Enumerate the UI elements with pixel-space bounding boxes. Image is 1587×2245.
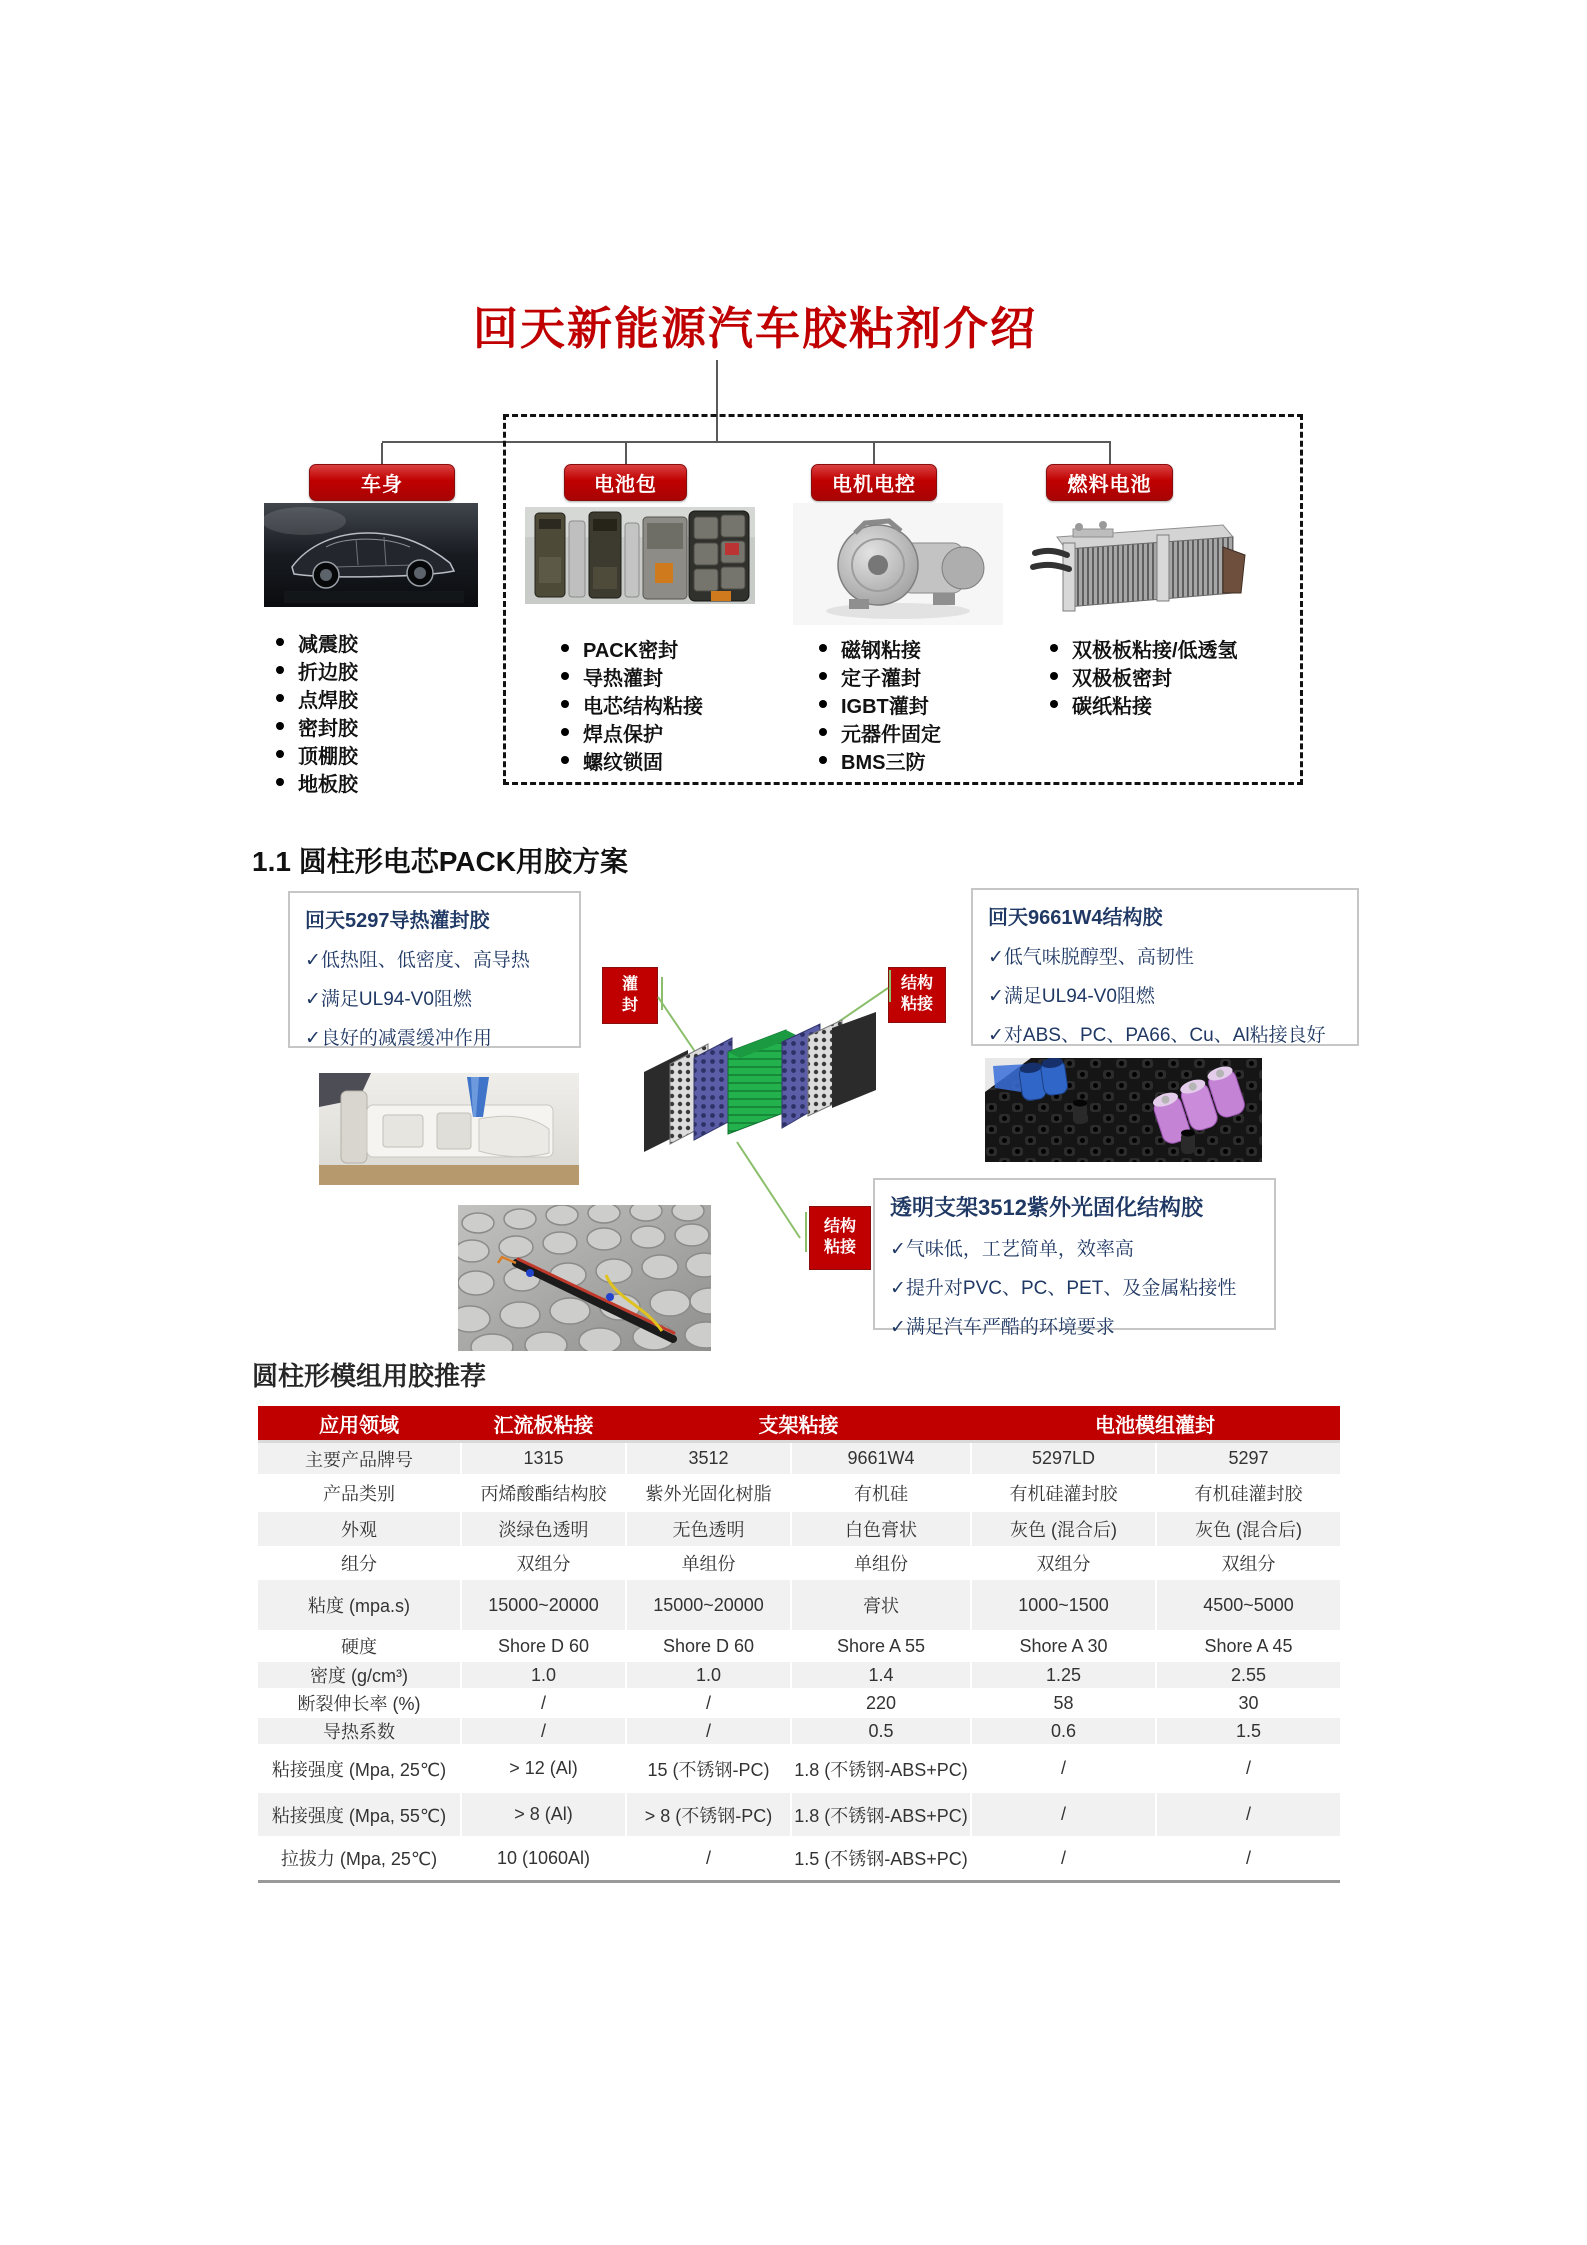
list-item-label: 定子灌封 (841, 667, 921, 690)
table-cell: 30 (1157, 1690, 1340, 1718)
table-cell: 5297LD (972, 1443, 1157, 1476)
bullet-icon (819, 700, 827, 708)
table-cell: / (627, 1718, 792, 1746)
exploded-module-diagram (636, 1012, 884, 1172)
row-label-cell: 粘度 (mpa.s) (258, 1580, 462, 1632)
row-label-cell: 拉拔力 (Mpa, 25℃) (258, 1838, 462, 1880)
list-item-label: 点焊胶 (298, 689, 358, 712)
bullet-icon (819, 672, 827, 680)
list-item-label: 密封胶 (298, 717, 358, 740)
table-cell: 膏状 (792, 1580, 972, 1632)
row-label-cell: 外观 (258, 1512, 462, 1548)
list-item-label: 折边胶 (298, 661, 358, 684)
list-item-label: 地板胶 (298, 773, 358, 796)
category-box-motor-control: 电机电控 (811, 464, 937, 501)
header-cell: 电池模组灌封 (972, 1406, 1340, 1440)
table-cell: / (1157, 1793, 1340, 1838)
callout-5297 (288, 891, 581, 1048)
tag-label: 结构粘接 (823, 1218, 856, 1256)
table-body (258, 1443, 1340, 1880)
list-item (819, 634, 941, 662)
bullet-icon (276, 666, 284, 674)
table-cell: / (1157, 1838, 1340, 1880)
table-cell: / (972, 1746, 1157, 1793)
callout-9661w4 (971, 888, 1359, 1046)
table-cell: 单组份 (627, 1548, 792, 1580)
list-item (276, 712, 358, 740)
table-cell: / (972, 1793, 1157, 1838)
list-item-label: BMS三防 (841, 751, 926, 774)
table-cell: / (462, 1690, 627, 1718)
potting-process-photo (319, 1073, 579, 1185)
body-glue-list (276, 628, 358, 796)
list-item-label: 顶棚胶 (298, 745, 358, 768)
bullet-icon (561, 672, 569, 680)
section-heading: 1.1 圆柱形电芯PACK用胶方案 (252, 846, 628, 877)
list-item (561, 690, 703, 718)
bullet-icon (1050, 700, 1058, 708)
list-item-label: 碳纸粘接 (1072, 695, 1152, 718)
bullet-icon (561, 728, 569, 736)
category-box-body: 车身 (309, 464, 455, 501)
bullet-icon (561, 756, 569, 764)
row-label-cell: 粘接强度 (Mpa, 55℃) (258, 1793, 462, 1838)
list-item (561, 718, 703, 746)
table-cell: 灰色 (混合后) (1157, 1512, 1340, 1548)
row-label-cell: 组分 (258, 1548, 462, 1580)
callout-title: 回天5297导热灌封胶 (305, 910, 490, 932)
table-cell: 3512 (627, 1443, 792, 1476)
table-row (258, 1443, 1340, 1476)
row-label-cell: 导热系数 (258, 1718, 462, 1746)
list-item (819, 662, 941, 690)
cell-holder-wiring-photo (458, 1205, 711, 1351)
table-title: 圆柱形模组用胶推荐 (252, 1361, 487, 1391)
callout-item: ✓良好的减震缓冲作用 (305, 1028, 492, 1049)
page-title: 回天新能源汽车胶粘剂介绍 (472, 303, 1037, 354)
tree-branch-line (381, 443, 383, 465)
list-item (276, 768, 358, 796)
table-cell: / (1157, 1746, 1340, 1793)
table-cell: 0.6 (972, 1718, 1157, 1746)
list-item-label: 电芯结构粘接 (583, 695, 703, 718)
list-item-label: 导热灌封 (583, 667, 663, 690)
list-item-label: 螺纹锁固 (583, 751, 663, 774)
table-header-row (258, 1406, 1340, 1443)
table-row (258, 1632, 1340, 1662)
list-item-label: 双极板密封 (1072, 667, 1172, 690)
table-row (258, 1580, 1340, 1632)
callout-item: ✓满足UL94-V0阻燃 (305, 989, 472, 1010)
list-item (561, 662, 703, 690)
table-cell: 1.25 (972, 1662, 1157, 1690)
table-cell: 灰色 (混合后) (972, 1512, 1157, 1548)
table-row (258, 1512, 1340, 1548)
table-cell: 1.5 (1157, 1718, 1340, 1746)
motor-glue-list (819, 634, 941, 774)
battery-pack-image (525, 507, 755, 604)
table-cell: 双组分 (1157, 1548, 1340, 1580)
category-box-fuel-cell: 燃料电池 (1046, 464, 1173, 501)
row-label-cell: 主要产品牌号 (258, 1443, 462, 1476)
list-item-label: 双极板粘接/低透氢 (1072, 639, 1238, 662)
tag-structural-bonding-bottom (809, 1206, 871, 1270)
table-cell: 4500~5000 (1157, 1580, 1340, 1632)
table-cell: 丙烯酸酯结构胶 (462, 1476, 627, 1512)
table-cell: Shore A 30 (972, 1632, 1157, 1662)
callout-item: ✓满足UL94-V0阻燃 (988, 986, 1155, 1007)
row-label-cell: 粘接强度 (Mpa, 25℃) (258, 1746, 462, 1793)
battery-pack-glue-list (561, 634, 703, 774)
list-item (1050, 690, 1238, 718)
callout-item: ✓满足汽车严酷的环境要求 (890, 1317, 1115, 1338)
callout-item: ✓提升对PVC、PC、PET、及金属粘接性 (890, 1278, 1237, 1299)
callout-item: ✓气味低，工艺简单，效率高 (890, 1239, 1134, 1260)
callout-title: 透明支架3512紫外光固化结构胶 (890, 1195, 1203, 1220)
table-row (258, 1793, 1340, 1838)
list-item (561, 634, 703, 662)
table-cell: Shore A 45 (1157, 1632, 1340, 1662)
row-label-cell: 产品类别 (258, 1476, 462, 1512)
bullet-icon (276, 778, 284, 786)
table-cell: 15000~20000 (462, 1580, 627, 1632)
table-cell: > 8 (不锈钢-PC) (627, 1793, 792, 1838)
bullet-icon (1050, 672, 1058, 680)
header-cell: 支架粘接 (627, 1406, 972, 1440)
table-cell: Shore D 60 (462, 1632, 627, 1662)
table-cell: 1.8 (不锈钢-ABS+PC) (792, 1793, 972, 1838)
list-item (819, 718, 941, 746)
list-item (561, 746, 703, 774)
table-row (258, 1476, 1340, 1512)
holder-with-cells-photo (985, 1058, 1262, 1162)
table-cell: / (462, 1718, 627, 1746)
list-item-label: PACK密封 (583, 639, 679, 662)
tag-label: 结构粘接 (900, 975, 933, 1013)
table-row (258, 1548, 1340, 1580)
callout-title: 回天9661W4结构胶 (988, 907, 1163, 929)
table-row (258, 1838, 1340, 1880)
bullet-icon (819, 756, 827, 764)
table-cell: 1000~1500 (972, 1580, 1157, 1632)
row-label-cell: 硬度 (258, 1632, 462, 1662)
callout-item: ✓对ABS、PC、PA66、Cu、Al粘接良好 (988, 1025, 1326, 1046)
motor-image (793, 503, 1003, 625)
table-row (258, 1718, 1340, 1746)
table-cell: 58 (972, 1690, 1157, 1718)
table-cell: 双组分 (972, 1548, 1157, 1580)
table-cell: 无色透明 (627, 1512, 792, 1548)
list-item-label: IGBT灌封 (841, 695, 929, 718)
list-item (276, 656, 358, 684)
table-cell: 单组份 (792, 1548, 972, 1580)
bullet-icon (819, 644, 827, 652)
table-cell: 淡绿色透明 (462, 1512, 627, 1548)
table-cell: 紫外光固化树脂 (627, 1476, 792, 1512)
callout-3512 (873, 1178, 1276, 1338)
bullet-icon (276, 638, 284, 646)
tag-potting (602, 967, 658, 1024)
table-cell: 有机硅灌封胶 (972, 1476, 1157, 1512)
car-xray-image (264, 503, 478, 607)
table-cell: 9661W4 (792, 1443, 972, 1476)
table-cell: 2.55 (1157, 1662, 1340, 1690)
table-row (258, 1690, 1340, 1718)
table-cell: / (972, 1838, 1157, 1880)
table-cell: 1.4 (792, 1662, 972, 1690)
list-item (1050, 662, 1238, 690)
header-cell: 汇流板粘接 (462, 1406, 627, 1440)
table-cell: 15 (不锈钢-PC) (627, 1746, 792, 1793)
list-item (276, 684, 358, 712)
list-item-label: 焊点保护 (583, 723, 663, 746)
fuel-cell-stack-image (1027, 507, 1250, 623)
fuel-cell-glue-list (1050, 634, 1238, 718)
bullet-icon (276, 750, 284, 758)
bullet-icon (276, 722, 284, 730)
table-cell: / (627, 1838, 792, 1880)
category-box-battery-pack: 电池包 (564, 464, 687, 501)
table-row (258, 1746, 1340, 1793)
list-item (276, 628, 358, 656)
tag-label: 灌封 (621, 975, 638, 1014)
table-cell: > 8 (Al) (462, 1793, 627, 1838)
bullet-icon (561, 644, 569, 652)
bullet-icon (561, 700, 569, 708)
list-item-label: 元器件固定 (841, 723, 941, 746)
table-cell: 白色膏状 (792, 1512, 972, 1548)
table-cell: > 12 (Al) (462, 1746, 627, 1793)
table-cell: 双组分 (462, 1548, 627, 1580)
glue-recommendation-table (258, 1406, 1340, 1883)
callout-item: ✓低热阻、低密度、高导热 (305, 950, 530, 971)
row-label-cell: 断裂伸长率 (%) (258, 1690, 462, 1718)
table-cell: 1.0 (462, 1662, 627, 1690)
table-cell: 5297 (1157, 1443, 1340, 1476)
bullet-icon (1050, 644, 1058, 652)
table-cell: 1315 (462, 1443, 627, 1476)
table-cell: 有机硅 (792, 1476, 972, 1512)
table-cell: 15000~20000 (627, 1580, 792, 1632)
tag-structural-bonding-right (888, 967, 946, 1023)
table-cell: 有机硅灌封胶 (1157, 1476, 1340, 1512)
bullet-icon (276, 694, 284, 702)
table-cell: 10 (1060Al) (462, 1838, 627, 1880)
table-cell: 1.8 (不锈钢-ABS+PC) (792, 1746, 972, 1793)
table-cell: Shore A 55 (792, 1632, 972, 1662)
row-label-cell: 密度 (g/cm³) (258, 1662, 462, 1690)
list-item (819, 690, 941, 718)
table-row (258, 1662, 1340, 1690)
header-cell: 应用领域 (258, 1406, 462, 1440)
table-cell: 220 (792, 1690, 972, 1718)
list-item (1050, 634, 1238, 662)
list-item (276, 740, 358, 768)
list-item-label: 磁钢粘接 (841, 639, 921, 662)
list-item (819, 746, 941, 774)
bullet-icon (819, 728, 827, 736)
table-cell: Shore D 60 (627, 1632, 792, 1662)
table-cell: 0.5 (792, 1718, 972, 1746)
table-cell: 1.0 (627, 1662, 792, 1690)
table-cell: 1.5 (不锈钢-ABS+PC) (792, 1838, 972, 1880)
list-item-label: 减震胶 (298, 633, 358, 656)
table-cell: / (627, 1690, 792, 1718)
callout-item: ✓低气味脱醇型、高韧性 (988, 947, 1194, 968)
